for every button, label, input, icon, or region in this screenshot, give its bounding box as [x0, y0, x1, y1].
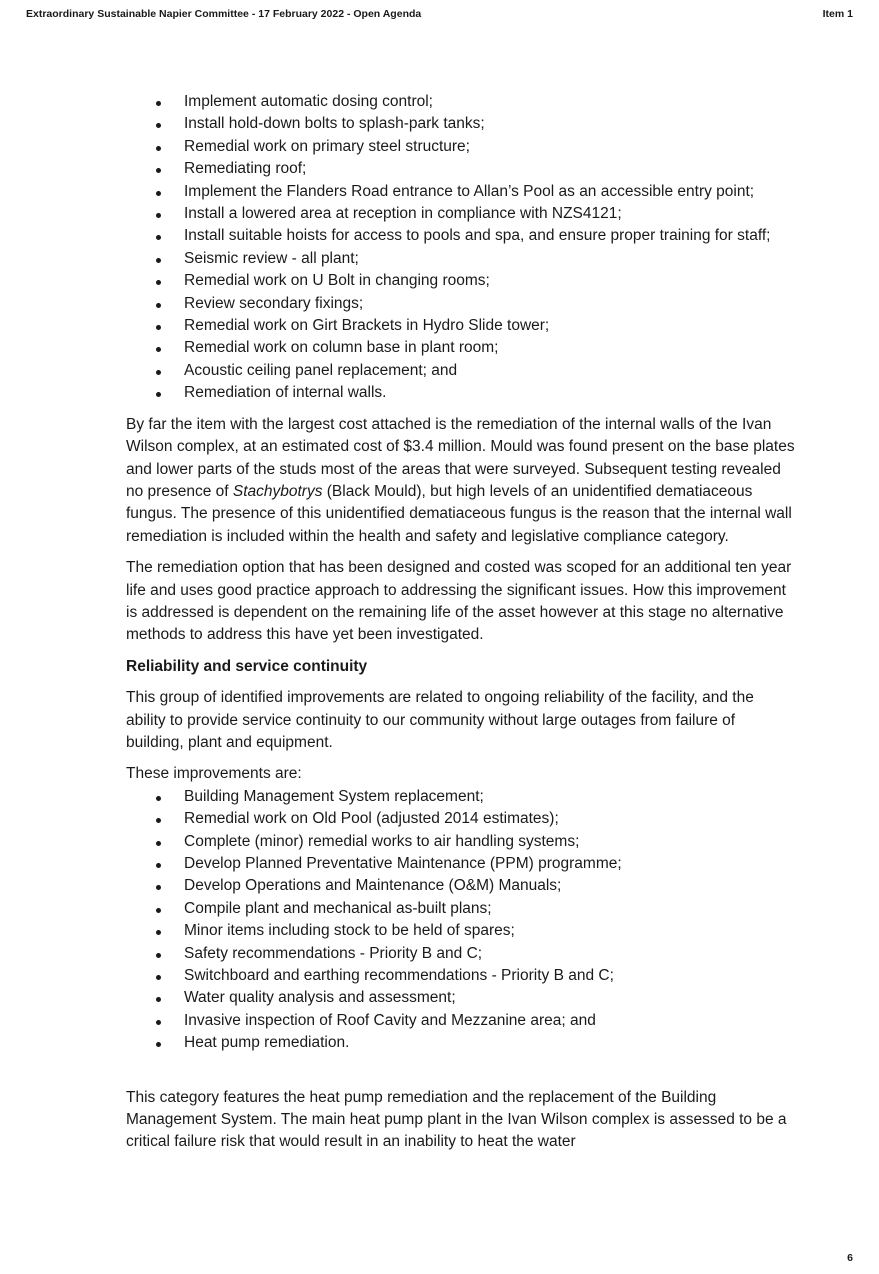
- list-item-text: Remedial work on Girt Brackets in Hydro Slide tower;: [184, 317, 550, 335]
- species-name: Stachybotrys: [232, 482, 323, 500]
- bullet-icon: [156, 370, 161, 375]
- bullet-icon: [156, 1042, 161, 1047]
- page-number: 6: [847, 1252, 853, 1264]
- list-item-text: Develop Operations and Maintenance (O&M) Manuals;: [184, 877, 562, 895]
- list-item-text: Install hold-down bolts to splash-park tanks;: [184, 115, 485, 133]
- reliability-intro-paragraph: This group of identified improvements are related to ongoing reliability of the facility, and the ability to provide service continuity to our community without large outages from failure of building, plant and equipment.: [126, 689, 754, 751]
- list-item: [126, 337, 796, 359]
- list-item: [126, 181, 796, 203]
- list-item: [126, 853, 796, 875]
- list-item: [126, 987, 796, 1009]
- bullet-icon: [156, 841, 161, 846]
- list-item: [126, 898, 796, 920]
- reliability-improvements-list: [126, 786, 796, 1055]
- list-item-text: Remedial work on U Bolt in changing rooms;: [184, 272, 490, 290]
- bullet-icon: [156, 930, 161, 935]
- list-item: [126, 943, 796, 965]
- document-body: [126, 91, 796, 1154]
- list-item-text: Remedial work on column base in plant room;: [184, 339, 499, 357]
- item-label: Item 1: [822, 8, 853, 20]
- bullet-icon: [156, 191, 161, 196]
- list-item: [126, 113, 796, 135]
- list-item: [126, 1032, 796, 1054]
- list-item: [126, 875, 796, 897]
- bullet-icon: [156, 303, 161, 308]
- list-item: [126, 360, 796, 382]
- bullet-icon: [156, 885, 161, 890]
- list-item-text: Switchboard and earthing recommendations - Priority B and C;: [184, 967, 614, 985]
- list-item-text: Acoustic ceiling panel replacement; and: [184, 361, 458, 379]
- bullet-icon: [156, 392, 161, 397]
- remediation-option-paragraph: The remediation option that has been designed and costed was scoped for an additional ten year life and uses good practice approach to addressing the significant issues. How this improvement is addressed is dependent on the remaining life of the asset however at this stage no alternative methods to address this have yet been investigated.: [126, 559, 792, 644]
- bullet-icon: [156, 1020, 161, 1025]
- bullet-icon: [156, 101, 161, 106]
- bullet-icon: [156, 168, 161, 173]
- bullet-icon: [156, 796, 161, 801]
- list-item-text: Complete (minor) remedial works to air handling systems;: [184, 832, 580, 850]
- bullet-icon: [156, 258, 161, 263]
- bullet-icon: [156, 325, 161, 330]
- compliance-improvements-list: [126, 91, 796, 405]
- bullet-icon: [156, 280, 161, 285]
- bullet-icon: [156, 953, 161, 958]
- list-item: [126, 158, 796, 180]
- list-item-text: Remediating roof;: [184, 160, 307, 178]
- list-item: [126, 965, 796, 987]
- list-item-text: Implement automatic dosing control;: [184, 93, 433, 110]
- bullet-icon: [156, 146, 161, 151]
- agenda-title: Extraordinary Sustainable Napier Committee - 17 February 2022 - Open Agenda: [26, 8, 422, 20]
- list-item-text: Invasive inspection of Roof Cavity and Mezzanine area; and: [184, 1011, 596, 1029]
- bullet-icon: [156, 908, 161, 913]
- list-item-text: Remedial work on Old Pool (adjusted 2014 estimates);: [184, 810, 559, 828]
- list-item-text: Install a lowered area at reception in compliance with NZS4121;: [184, 205, 622, 223]
- list-item-text: Safety recommendations - Priority B and C;: [184, 944, 483, 962]
- list-item-text: Water quality analysis and assessment;: [184, 989, 456, 1007]
- list-item: [126, 248, 796, 270]
- list-item-text: Compile plant and mechanical as-built plans;: [184, 899, 492, 917]
- page-header: [26, 8, 853, 22]
- list-item: [126, 91, 796, 113]
- list-item-text: Install suitable hoists for access to pools and spa, and ensure proper training for staff;: [184, 227, 771, 245]
- bullet-icon: [156, 997, 161, 1002]
- heat-pump-paragraph: This category features the heat pump remediation and the replacement of the Building Management System. The main heat pump plant in the Ivan Wilson complex is assessed to be a critical failure risk that would result in an inability to heat the water: [126, 1088, 787, 1151]
- list-item: [126, 1010, 796, 1032]
- list-item-text: Heat pump remediation.: [184, 1034, 350, 1052]
- list-item-text: Remedial work on primary steel structure;: [184, 137, 470, 155]
- bullet-icon: [156, 975, 161, 980]
- list-item: [126, 382, 796, 404]
- bullet-icon: [156, 818, 161, 823]
- list-item: [126, 920, 796, 942]
- list-item-text: Remediation of internal walls.: [184, 384, 387, 402]
- list-item: [126, 808, 796, 830]
- section-heading: Reliability and service continuity: [126, 657, 368, 675]
- list-item: [126, 225, 796, 247]
- internal-walls-paragraph: By far the item with the largest cost attached is the remediation of the internal walls of the Ivan Wilson complex, at an estimated cost of $3.4 million. Mould was found present on the base plates and lower parts of the studs most of the areas that were surveyed. Subsequent testing revealed no presence of Stachybotrys (Black Mould), but high levels of an unidentified dematiaceous fungus. The presence of this unidentified dematiaceous fungus is the reason that the internal wall remediation is included within the health and safety and legislative compliance category.: [126, 415, 795, 545]
- list-item: [126, 293, 796, 315]
- bullet-icon: [156, 863, 161, 868]
- list-item-text: Minor items including stock to be held of spares;: [184, 922, 515, 940]
- list-item-text: Review secondary fixings;: [184, 294, 364, 312]
- list-item: [126, 315, 796, 337]
- list-item-text: Implement the Flanders Road entrance to Allan’s Pool as an accessible entry point;: [184, 182, 755, 200]
- list-item: [126, 786, 796, 808]
- list-item-text: Seismic review - all plant;: [184, 249, 359, 267]
- bullet-icon: [156, 213, 161, 218]
- bullet-icon: [156, 123, 161, 128]
- list-item: [126, 203, 796, 225]
- improvements-lead-in: These improvements are:: [126, 765, 302, 783]
- list-item: [126, 831, 796, 853]
- list-item-text: Building Management System replacement;: [184, 787, 484, 805]
- bullet-icon: [156, 347, 161, 352]
- list-item: [126, 136, 796, 158]
- bullet-icon: [156, 235, 161, 240]
- list-item-text: Develop Planned Preventative Maintenance (PPM) programme;: [184, 855, 622, 872]
- list-item: [126, 270, 796, 292]
